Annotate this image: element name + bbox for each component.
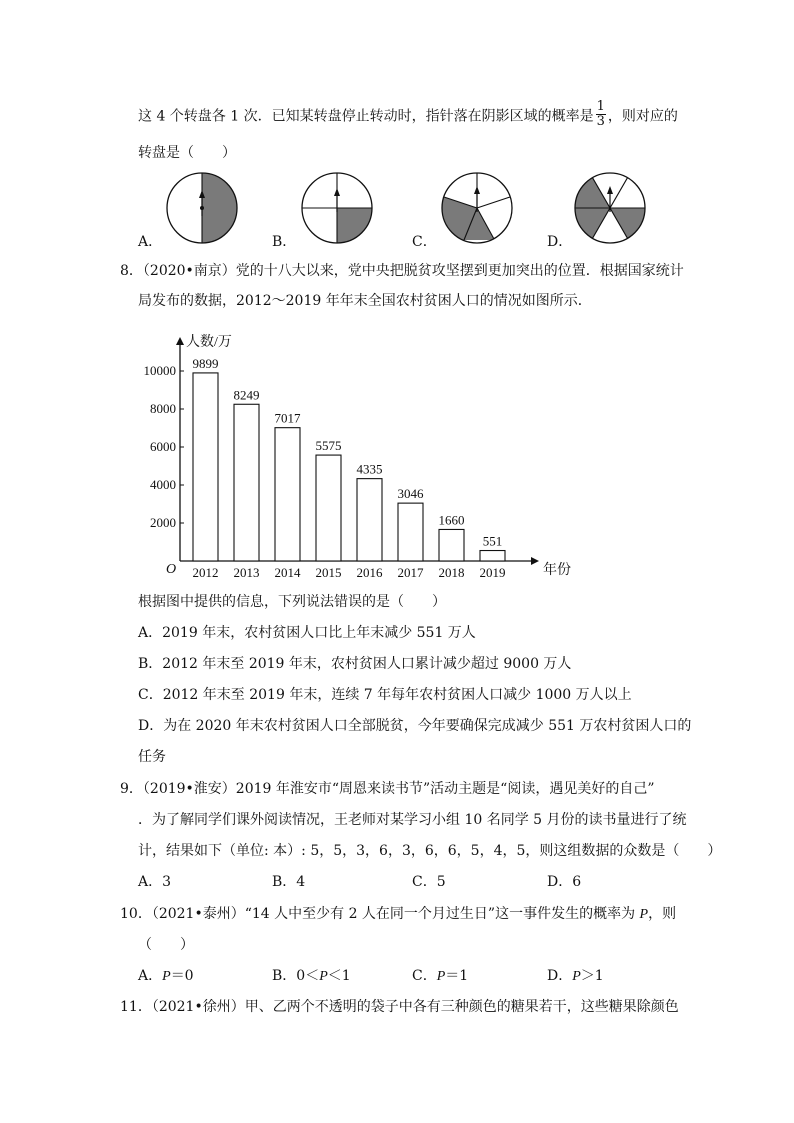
q8-option-c: C．2012 年末至 2019 年末，连续 7 年每年农村贫困人口减少 1000 万人以上	[138, 687, 632, 703]
q9-line3: 计，结果如下（单位: 本）: 5，5，3，6，3，6，6，5，4，5，则这组数据的众数是（ ）	[138, 843, 722, 859]
data-label-2018: 1660	[438, 512, 465, 528]
q8-question: 根据图中提供的信息，下列说法错误的是（ ）	[138, 594, 446, 610]
y-tick-label: 2000	[150, 515, 176, 530]
spinner-a	[167, 173, 237, 243]
bar-2019	[480, 551, 505, 561]
x-tick-label-2018: 2018	[438, 565, 465, 580]
q9-line2: ．为了解同学们课外阅读情况，王老师对某学习小组 10 名同学 5 月份的读书量进行了统	[138, 812, 687, 828]
x-tick-label-2019: 2019	[479, 565, 506, 580]
data-label-2014: 7017	[274, 410, 301, 426]
q7-option-d: D．	[547, 234, 573, 250]
spinner-b	[302, 173, 372, 243]
poverty-bar-chart	[143, 320, 571, 590]
probability-fraction: $\frac{1}{3}$	[596, 99, 605, 129]
q7-line2: 转盘是（ ）	[138, 145, 236, 161]
bar-2014	[275, 428, 300, 561]
y-axis-label: 人数/万	[186, 335, 232, 350]
q8-option-d-cont: 任务	[138, 749, 166, 765]
x-tick-label-2015: 2015	[315, 565, 342, 580]
x-tick-label-2017: 2017	[397, 565, 424, 580]
bar-2016	[357, 479, 382, 561]
bar-2012	[193, 373, 218, 561]
q7-option-c: C．	[412, 234, 437, 250]
q8-option-a: A．2019 年末，农村贫困人口比上年末减少 551 万人	[138, 625, 476, 641]
q10-option-a: A．P＝0	[138, 968, 194, 984]
data-label-2017: 3046	[397, 486, 424, 502]
q10-option-c: C．P＝1	[412, 968, 469, 984]
x-axis-label: 年份	[543, 563, 571, 578]
x-tick-label-2014: 2014	[274, 565, 301, 580]
q10-line1: 10．（2021•泰州）“14 人中至少有 2 人在同一个月过生日”这一事件发生的概率为 P，则	[120, 906, 677, 922]
q8-line1: 8．（2020•南京）党的十八大以来，党中央把脱贫攻坚摆到更加突出的位置．根据国家统计	[120, 263, 684, 279]
q9-option-c: C．5	[412, 874, 446, 890]
x-axis-arrow	[531, 557, 539, 565]
y-axis-arrow	[176, 337, 184, 345]
q11-line1: 11．（2021•徐州）甲、乙两个不透明的袋子中各有三种颜色的糖果若干，这些糖果除颜色	[120, 999, 679, 1015]
q10-option-d: D．P＞1	[547, 968, 604, 984]
data-label-2016: 4335	[356, 461, 383, 477]
y-tick-label: 6000	[150, 439, 176, 454]
y-tick-label: 4000	[150, 477, 176, 492]
x-tick-label-2012: 2012	[192, 565, 219, 580]
q9-line1: 9．（2019•淮安）2019 年淮安市“周恩来读书节”活动主题是“阅读，遇见美好的自己”	[120, 781, 655, 797]
q10-option-b: B．0＜P＜1	[272, 968, 351, 984]
data-label-2013: 8249	[233, 387, 260, 403]
spinner-c	[442, 173, 512, 243]
q10-line2: （ ）	[138, 937, 194, 953]
x-tick-label-2016: 2016	[356, 565, 383, 580]
bar-2013	[234, 404, 259, 561]
data-label-2019: 551	[482, 533, 503, 549]
q8-option-d: D．为在 2020 年末农村贫困人口全部脱贫，今年要确保完成减少 551 万农村贫困人口的	[138, 718, 692, 734]
bar-2017	[398, 503, 423, 561]
q8-option-b: B．2012 年末至 2019 年末，农村贫困人口累计减少超过 9000 万人	[138, 656, 572, 672]
x-tick-label-2013: 2013	[233, 565, 260, 580]
spinner-d	[575, 173, 645, 243]
data-label-2015: 5575	[315, 438, 342, 454]
q9-option-b: B．4	[272, 874, 306, 890]
origin-label: O	[166, 562, 177, 577]
data-label-2012: 9899	[192, 355, 219, 371]
q8-line2: 局发布的数据，2012～2019 年年末全国农村贫困人口的情况如图所示．	[138, 293, 592, 309]
q9-option-d: D．6	[547, 874, 582, 890]
spinner-figures	[0, 160, 794, 270]
y-tick-label: 8000	[150, 401, 176, 416]
q7-line1: 这 4 个转盘各 1 次．已知某转盘停止转动时，指针落在阴影区域的概率是 $\frac{1}{3}$ ，则对应的	[138, 99, 678, 129]
bar-2018	[439, 529, 464, 561]
q9-option-a: A．3	[138, 874, 172, 890]
q7-option-a: A．	[138, 234, 163, 250]
q7-option-b: B．	[272, 234, 297, 250]
y-tick-label: 10000	[143, 363, 176, 378]
bar-2015	[316, 455, 341, 561]
